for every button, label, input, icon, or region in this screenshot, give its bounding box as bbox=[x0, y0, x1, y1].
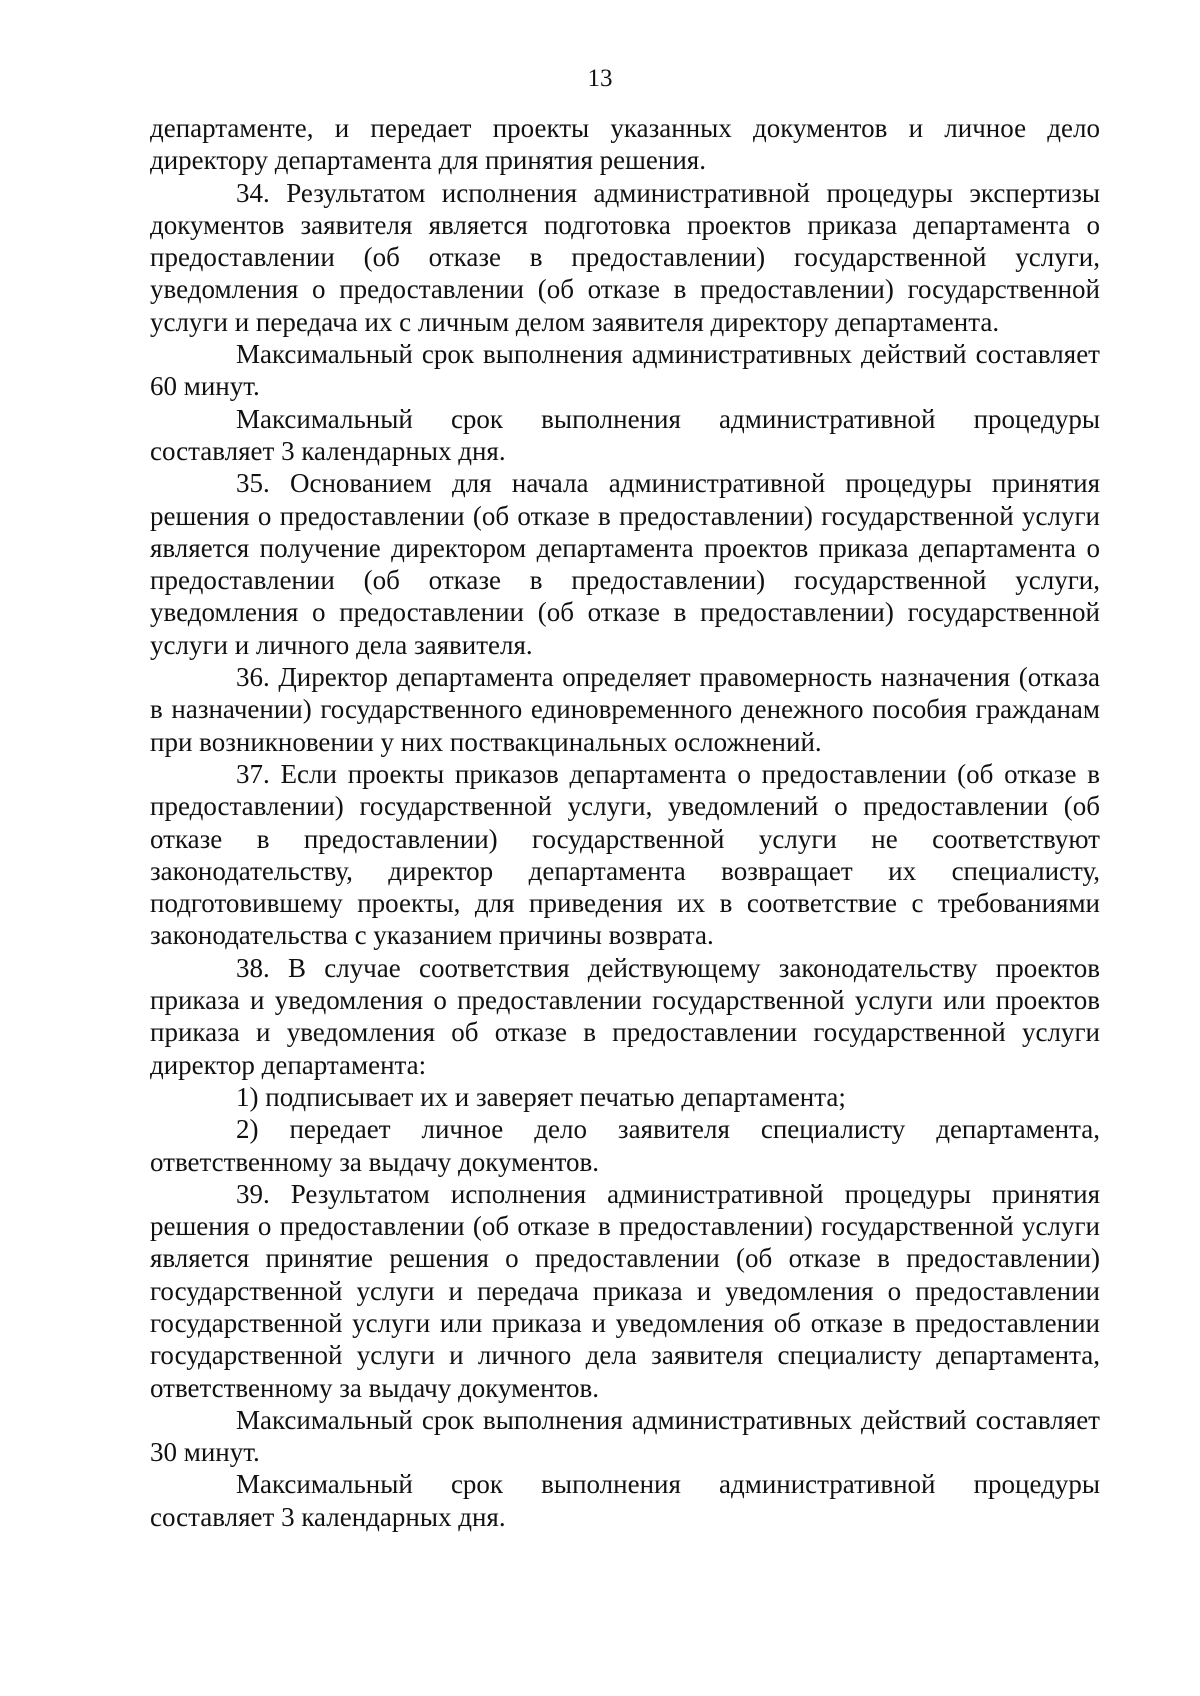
page-number: 13 bbox=[587, 65, 613, 92]
paragraph-35: 35. Основанием для начала административной процедуры принятия решения о предоставлении (об отказе в предоставлении) государственной услуги является получение директором департамента проектов приказа департамента о предоставлении (об отказе в предоставлении) государственной услуги, уведомления о предоставлении (об отказе в предоставлении) государственной услуги и личного дела заявителя. bbox=[150, 468, 1100, 660]
paragraph-max-time-actions: Максимальный срок выполнения административных действий составляет 60 минут. bbox=[150, 339, 1100, 402]
document-body bbox=[150, 112, 1100, 1533]
paragraph-34: 34. Результатом исполнения административной процедуры экспертизы документов заявителя является подготовка проектов приказа департамента о предоставлении (об отказе в предоставлении) государственной услуги, уведомления о предоставлении (об отказе в предоставлении) государственной услуги и передача их с личным делом заявителя директору департамента. bbox=[150, 177, 1100, 337]
paragraph-37: 37. Если проекты приказов департамента о предоставлении (об отказе в предоставлении) государственной услуги, уведомлений о предоставлении (об отказе в предоставлении) государственной услуги не соответствуют законодательству, директор департамента возвращает их специалисту, подготовившему проекты, для приведения их в соответствие с требованиями законодательства с указанием причины возврата. bbox=[150, 758, 1100, 951]
list-item-2: 2) передает личное дело заявителя специалисту департамента, ответственному за выдачу документов. bbox=[150, 1114, 1100, 1177]
paragraph-max-time-procedure: Максимальный срок выполнения административной процедуры составляет 3 календарных дня. bbox=[150, 403, 1100, 466]
paragraph-max-time-actions-2: Максимальный срок выполнения административных действий составляет 30 минут. bbox=[150, 1404, 1100, 1468]
paragraph-38: 38. В случае соответствия действующему законодательству проектов приказа и уведомления о предоставлении государственной услуги или проектов приказа и уведомления об отказе в предоставлении государственной услуги директор департамента: bbox=[150, 952, 1100, 1080]
list-item-1: 1) подписывает их и заверяет печатью департамента; bbox=[236, 1081, 846, 1112]
paragraph-continuation: департаменте, и передает проекты указанных документов и личное дело директору департамента для принятия решения. bbox=[150, 113, 1100, 176]
paragraph-39: 39. Результатом исполнения административной процедуры принятия решения о предоставлении (об отказе в предоставлении) государственной услуги является принятие решения о предоставлении (об отказе в предоставлении) государственной услуги и передача приказа и уведомления о предоставлении государственной услуги или приказа и уведомления об отказе в предоставлении государственной услуги и личного дела заявителя специалисту департамента, ответственному за выдачу документов. bbox=[150, 1178, 1100, 1403]
paragraph-36: 36. Директор департамента определяет правомерность назначения (отказа в назначении) государственного единовременного денежного пособия гражданам при возникновении у них поствакцинальных осложнений. bbox=[150, 662, 1100, 757]
paragraph-max-time-procedure-2: Максимальный срок выполнения административной процедуры составляет 3 календарных дня. bbox=[150, 1469, 1100, 1532]
